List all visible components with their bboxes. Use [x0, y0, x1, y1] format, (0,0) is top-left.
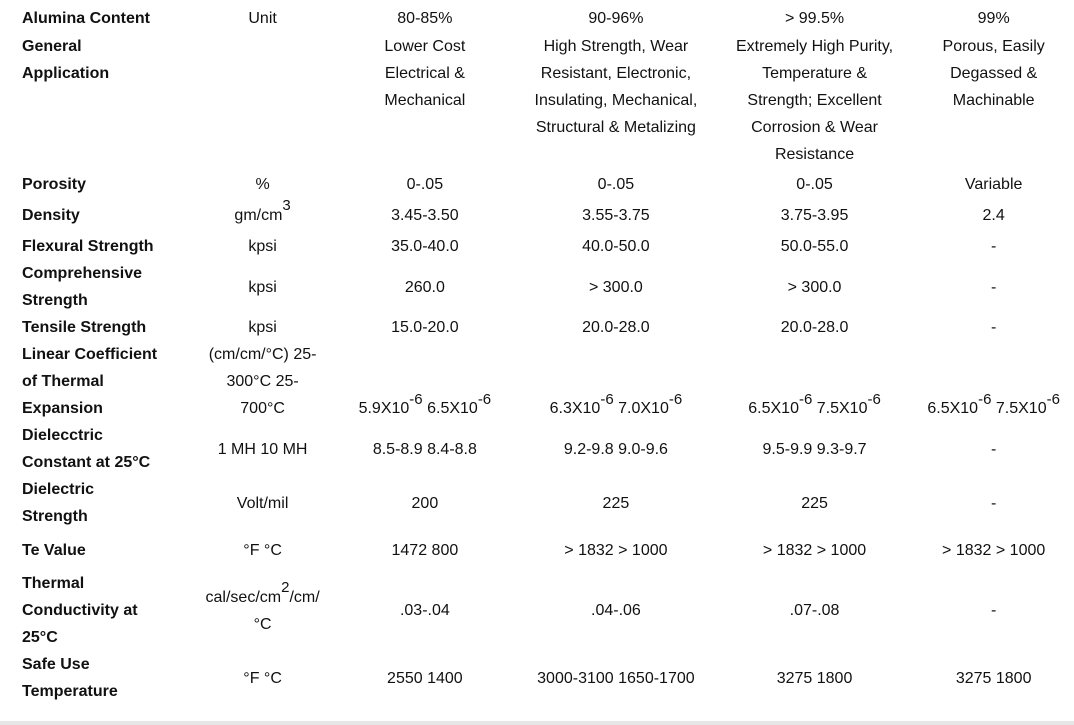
row-unit: (cm/cm/°C) 25- 300°C 25- 700°C [208, 346, 317, 417]
table-cell: Lower Cost Electrical & Mechanical [384, 38, 466, 109]
table-cell: .03-.04 [399, 602, 450, 619]
row-label: Thermal Conductivity at 25°C [22, 575, 138, 646]
table-cell: 3275 1800 [955, 669, 1032, 687]
table-cell: > 300.0 [787, 278, 842, 296]
table-cell: > 1832 > 1000 [942, 541, 1046, 559]
table-row [20, 232, 1074, 260]
row-unit: 1 MH 10 MH [217, 440, 308, 458]
table-row [20, 476, 1074, 530]
row-label: Comprehensive Strength [22, 265, 143, 309]
row-label: Linear Coefficient of Thermal Expansion [22, 346, 158, 417]
row-label: Te Value [22, 541, 86, 559]
table-row [20, 422, 1074, 476]
table-cell: - [990, 278, 997, 296]
row-label: Safe Use Temperature [22, 656, 118, 700]
table-cell: > 1832 > 1000 [762, 541, 867, 559]
table-cell: - [990, 237, 997, 255]
table-row [20, 171, 1074, 198]
header-unit: Unit [248, 9, 277, 27]
table-row [20, 341, 1074, 422]
table-cell: 3.55-3.75 [582, 206, 650, 224]
table-cell: - [990, 494, 997, 512]
table-cell: 3.45-3.50 [391, 206, 459, 224]
table-cell: Variable [964, 176, 1023, 193]
row-label: Dielectric Strength [22, 481, 95, 525]
table-cell: 35.0-40.0 [391, 237, 459, 255]
table-cell: - [990, 440, 997, 458]
header-grade: 90-96% [588, 9, 644, 27]
row-unit: Volt/mil [236, 494, 289, 512]
row-unit: °F °C [243, 669, 282, 687]
table-cell: 0-.05 [406, 176, 444, 193]
header-grade: 99% [977, 9, 1010, 27]
table-cell: 0-.05 [796, 176, 833, 193]
table-cell: 260.0 [404, 278, 445, 296]
table-cell: $5.9X10^{-6}$ $6.5X10^{-6}$ [358, 390, 492, 417]
table-cell: $6.3X10^{-6}$ $7.0X10^{-6}$ [549, 390, 683, 417]
table-cell: 9.2-9.8 9.0-9.6 [563, 440, 668, 458]
table-row [20, 33, 1074, 171]
header-property: Alumina Content [22, 9, 150, 27]
alumina-properties-table [20, 3, 1074, 705]
row-unit: % [255, 176, 270, 193]
table-cell: 40.0-50.0 [582, 237, 650, 255]
table-cell: 20.0-28.0 [582, 319, 650, 336]
table-cell: > 1832 > 1000 [564, 541, 668, 559]
table-cell: 15.0-20.0 [391, 319, 459, 336]
table-cell: $6.5X10^{-6}$ $7.5X10^{-6}$ [927, 390, 1060, 417]
table-cell: 2.4 [982, 206, 1005, 224]
table-row [20, 570, 1074, 651]
row-unit [192, 33, 334, 171]
table-cell: 9.5-9.9 9.3-9.7 [762, 440, 867, 458]
table-cell: 3.75-3.95 [780, 206, 849, 224]
header-grade: 80-85% [397, 9, 453, 27]
table-cell: 3275 1800 [776, 669, 853, 687]
table-cell: > 300.0 [588, 278, 643, 296]
row-label: Dielecctric Constant at 25°C [22, 427, 151, 471]
row-label: Tensile Strength [22, 319, 147, 336]
table-row [20, 198, 1074, 232]
table-cell: $6.5X10^{-6}$ $7.5X10^{-6}$ [748, 390, 881, 417]
header-row [20, 3, 1074, 33]
table-row [20, 651, 1074, 705]
table-cell: 0-.05 [597, 176, 635, 193]
table-cell: 20.0-28.0 [780, 319, 849, 336]
row-unit: kpsi [248, 278, 277, 296]
table-cell: 200 [411, 494, 439, 512]
row-unit: kpsi [248, 319, 277, 336]
table-cell: - [990, 602, 997, 619]
table-cell: 225 [602, 494, 630, 512]
table-row [20, 260, 1074, 314]
table-cell: .04-.06 [591, 602, 641, 619]
row-label: Porosity [22, 176, 87, 193]
table-cell: 225 [801, 494, 828, 512]
table-cell: 8.5-8.9 8.4-8.8 [372, 440, 477, 458]
row-unit: °F °C [243, 541, 282, 559]
row-unit: cal/$\sec/cm^2/cm/$ °C [205, 579, 320, 633]
table-row [20, 314, 1074, 341]
table-cell: 2550 1400 [387, 669, 463, 687]
table-row [20, 530, 1074, 570]
row-label: General Application [22, 38, 110, 82]
header-grade: > 99.5% [784, 9, 845, 27]
table-cell: 3000-3100 1650-1700 [537, 669, 695, 687]
table-cell: Porous, Easily Degassed & Machinable [942, 38, 1045, 109]
row-label: Flexural Strength [22, 237, 154, 255]
table-cell: 50.0-55.0 [780, 237, 849, 255]
table-cell: - [990, 319, 997, 336]
table-cell: 1472 800 [391, 541, 459, 559]
table-cell: Extremely High Purity, Temperature & Strength; Excellent Corrosion & Wear Resistance [736, 38, 894, 163]
table-cell: .07-.08 [789, 602, 840, 619]
row-unit: $gm/cm^3$ [234, 197, 291, 224]
row-label: Density [22, 206, 80, 224]
bottom-divider [0, 721, 1074, 725]
table-cell: High Strength, Wear Resistant, Electronic, Insulating, Mechanical, Structural & Metalizing [534, 38, 698, 136]
row-unit: kpsi [248, 237, 277, 255]
